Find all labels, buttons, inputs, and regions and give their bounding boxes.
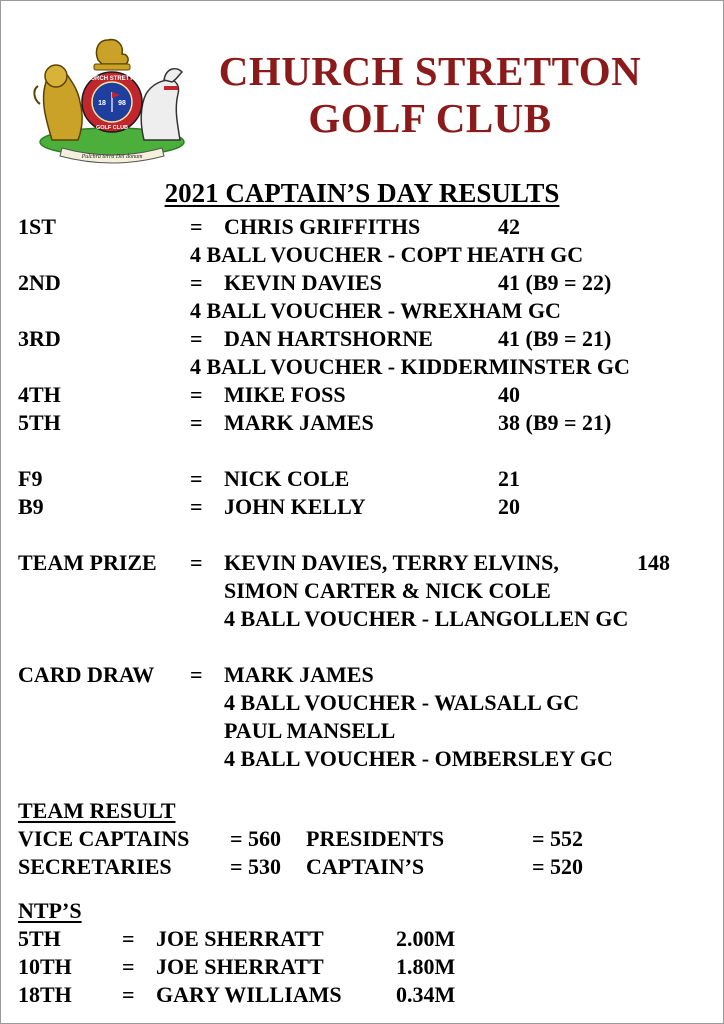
team-score: = 552	[532, 826, 584, 851]
crest-ring-text: CHURCH STRETTON	[82, 76, 142, 82]
ntp-name: JOE SHERRATT	[156, 926, 324, 951]
ntp-hole: 18TH	[18, 982, 72, 1007]
equals-sign: =	[190, 326, 203, 351]
player-score: 40	[498, 382, 520, 407]
page-heading	[0, 178, 724, 209]
player-name: MIKE FOSS	[224, 382, 346, 407]
equals-sign: =	[122, 926, 135, 951]
card-draw-voucher: 4 BALL VOUCHER - OMBERSLEY GC	[224, 746, 613, 771]
equals-sign: =	[190, 550, 203, 575]
ntp-name: JOE SHERRATT	[156, 954, 324, 979]
team-name: CAPTAIN’S	[306, 854, 425, 879]
team-name: VICE CAPTAINS	[18, 826, 190, 851]
equals-sign: =	[190, 494, 203, 519]
card-draw-winner: PAUL MANSELL	[224, 718, 396, 743]
equals-sign: =	[190, 662, 203, 687]
equals-sign: =	[190, 214, 203, 239]
card-draw-winner: MARK JAMES	[224, 662, 374, 687]
club-title-line2: GOLF CLUB	[308, 95, 552, 141]
ntp-hole: 10TH	[18, 954, 72, 979]
place-label: 2ND	[18, 270, 61, 295]
player-score: 20	[498, 494, 520, 519]
ntp-distance: 1.80M	[396, 954, 456, 979]
card-draw-label: CARD DRAW	[18, 662, 155, 687]
club-crest-logo	[32, 30, 192, 166]
team-result-heading: TEAM RESULT	[18, 798, 176, 823]
equals-sign: =	[190, 270, 203, 295]
crest-year-right: 98	[118, 100, 126, 107]
equals-sign: =	[190, 410, 203, 435]
crest-ring-bottom-text: GOLF CLUB	[95, 125, 129, 131]
team-name: PRESIDENTS	[306, 826, 445, 851]
ntp-name: GARY WILLIAMS	[156, 982, 342, 1007]
team-prize-players-line2: SIMON CARTER & NICK COLE	[224, 578, 551, 603]
player-score: 38 (B9 = 21)	[498, 410, 612, 435]
place-label: 1ST	[18, 214, 56, 239]
ntp-heading: NTP’S	[18, 898, 82, 923]
club-title-line1: CHURCH STRETTON	[218, 48, 642, 94]
player-score: 21	[498, 466, 520, 491]
prize-text: 4 BALL VOUCHER - WREXHAM GC	[190, 298, 561, 323]
team-score: = 530	[230, 854, 282, 879]
place-label: 3RD	[18, 326, 61, 351]
team-prize-players-line1: KEVIN DAVIES, TERRY ELVINS,	[224, 550, 559, 575]
player-score: 41 (B9 = 21)	[498, 326, 612, 351]
team-prize-label: TEAM PRIZE	[18, 550, 157, 575]
crest-year-left: 18	[98, 100, 106, 107]
player-name: JOHN KELLY	[224, 494, 366, 519]
equals-sign: =	[122, 982, 135, 1007]
team-score: = 520	[532, 854, 584, 879]
player-name: KEVIN DAVIES	[224, 270, 382, 295]
prize-text: 4 BALL VOUCHER - KIDDERMINSTER GC	[190, 354, 630, 379]
equals-sign: =	[190, 382, 203, 407]
team-score: = 560	[230, 826, 282, 851]
ntp-hole: 5TH	[18, 926, 61, 951]
nine-label: B9	[18, 494, 44, 519]
player-score: 42	[498, 214, 520, 239]
prize-text: 4 BALL VOUCHER - COPT HEATH GC	[190, 242, 584, 267]
nine-label: F9	[18, 466, 43, 491]
place-label: 5TH	[18, 410, 61, 435]
player-name: DAN HARTSHORNE	[224, 326, 433, 351]
player-name: MARK JAMES	[224, 410, 374, 435]
team-name: SECRETARIES	[18, 854, 172, 879]
crest-motto: Pulchra terra Dei donum	[81, 154, 143, 160]
club-title	[190, 48, 670, 142]
player-score: 41 (B9 = 22)	[498, 270, 612, 295]
team-prize-score: 148	[637, 550, 670, 575]
card-draw-voucher: 4 BALL VOUCHER - WALSALL GC	[224, 690, 580, 715]
place-label: 4TH	[18, 382, 61, 407]
team-prize-voucher: 4 BALL VOUCHER - LLANGOLLEN GC	[224, 606, 629, 631]
ntp-distance: 0.34M	[396, 982, 456, 1007]
equals-sign: =	[190, 466, 203, 491]
equals-sign: =	[122, 954, 135, 979]
player-name: NICK COLE	[224, 466, 350, 491]
results-heading-text: 2021 CAPTAIN’S DAY RESULTS	[164, 178, 560, 208]
player-name: CHRIS GRIFFITHS	[224, 214, 421, 239]
ntp-distance: 2.00M	[396, 926, 456, 951]
